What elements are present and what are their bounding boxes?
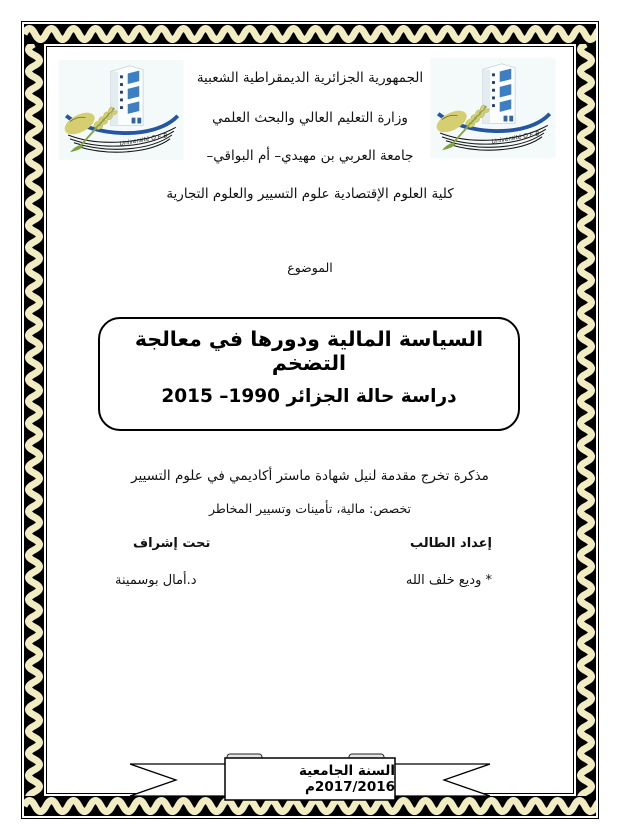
- supervisor-name: د.أمال بوسمينة: [115, 573, 197, 588]
- supervisor-label: تحت إشراف: [133, 536, 211, 551]
- subject-label: الموضوع: [287, 260, 333, 275]
- header-ministry-line: وزارة التعليم العالي والبحث العلمي: [212, 110, 408, 126]
- thesis-subtitle: دراسة حالة الجزائر 1990– 2015: [161, 386, 457, 407]
- border-band-left: [24, 44, 44, 796]
- degree-line: مذكرة تخرج مقدمة لنيل شهادة ماستر أكاديمي في علوم التسيير: [131, 468, 489, 484]
- student-name: * وديع خلف الله: [405, 573, 492, 588]
- header-republic-line: الجمهورية الجزائرية الديمقراطية الشعبية: [196, 70, 424, 86]
- border-band-top: [24, 24, 596, 44]
- header-faculty-line: كلية العلوم الإقتصادية علوم التسيير والعلوم التجارية: [166, 186, 454, 202]
- thesis-title: السياسة المالية ودورها في معالجة التضخم: [134, 327, 484, 375]
- student-label: إعداد الطالب: [409, 536, 492, 551]
- border-band-right: [576, 44, 596, 796]
- header-university-line: جامعة العربي بن مهيدي– أم البواقي–: [206, 148, 414, 164]
- thesis-title-box: [98, 317, 520, 431]
- academic-year-text: السنة الجامعية 2017/2016م: [298, 763, 395, 795]
- specialty-line: تخصص: مالية، تأمينات وتسيير المخاطر: [208, 501, 412, 516]
